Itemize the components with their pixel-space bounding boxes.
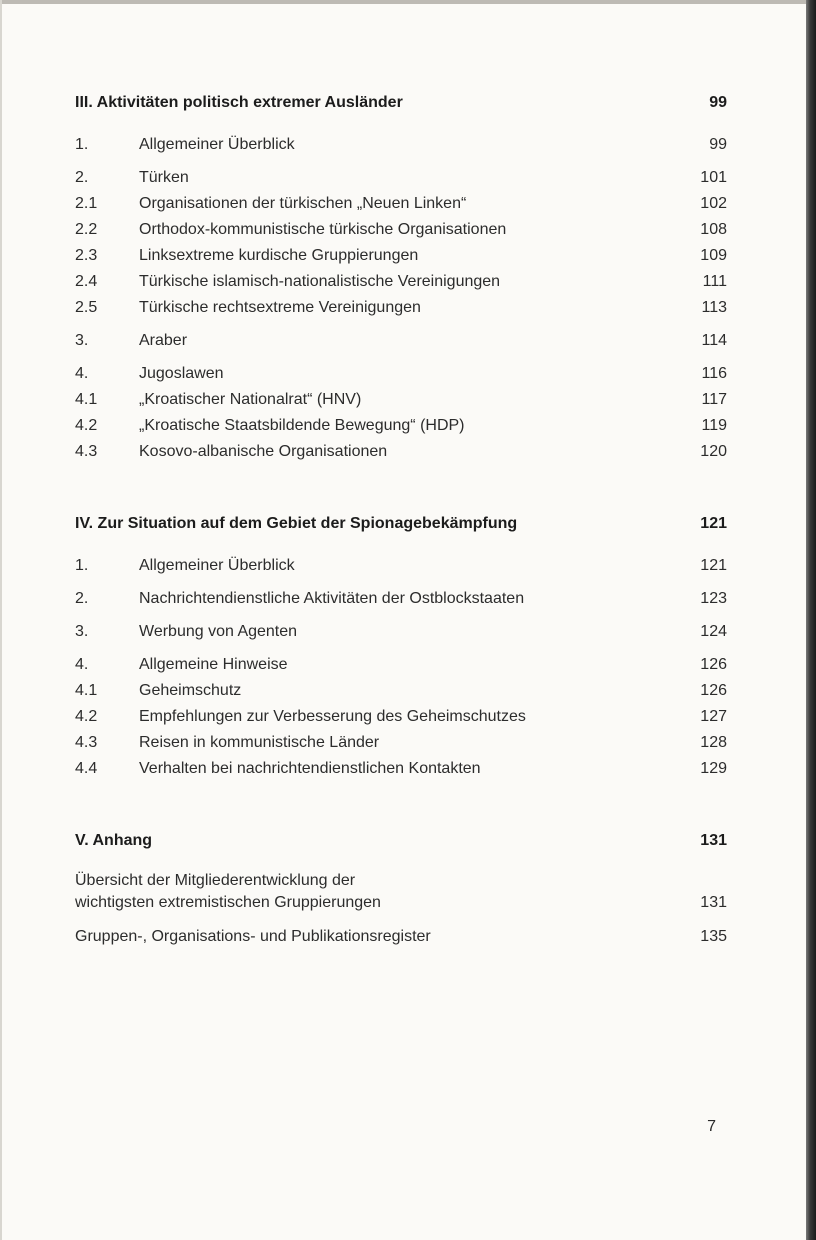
entry-title: „Kroatischer Nationalrat“ (HNV) <box>139 391 362 408</box>
toc-entry <box>75 165 727 191</box>
entry-number: 4.3 <box>75 443 98 460</box>
entry-page: 117 <box>701 391 727 408</box>
page-number: 7 <box>707 1118 716 1135</box>
toc-entry <box>75 870 727 914</box>
entry-title: Linksextreme kurdische Gruppierungen <box>139 247 419 264</box>
toc-section-iii <box>75 90 727 465</box>
entry-title-line: Übersicht der Mitgliederentwicklung der <box>75 872 356 889</box>
entry-number: 2.2 <box>75 221 98 238</box>
entry-number: 4.2 <box>75 417 98 434</box>
toc-entry <box>75 387 727 413</box>
entry-title: Orthodox-kommunistische türkische Organisationen <box>139 221 507 238</box>
entry-number: 4.1 <box>75 682 98 699</box>
toc-entry <box>75 619 727 645</box>
entry-number: 4.4 <box>75 760 98 777</box>
entry-title: Araber <box>139 332 188 349</box>
entry-title: Jugoslawen <box>139 365 224 382</box>
entry-number: 2.3 <box>75 247 98 264</box>
toc-entry <box>75 586 727 612</box>
section-heading-page: 121 <box>700 515 727 532</box>
toc-entry <box>75 269 727 295</box>
entry-page: 109 <box>700 247 727 264</box>
entry-page: 116 <box>701 365 727 382</box>
toc-entry <box>75 704 727 730</box>
entry-page: 102 <box>700 195 727 212</box>
entry-page: 127 <box>700 708 727 725</box>
entry-title: Allgemeiner Überblick <box>139 557 295 574</box>
entry-page: 120 <box>700 443 727 460</box>
toc-entry <box>75 678 727 704</box>
entry-number: 2.4 <box>75 273 98 290</box>
entry-page: 126 <box>700 656 727 673</box>
toc-entry <box>75 361 727 387</box>
entry-title <box>75 926 667 948</box>
entry-number: 1. <box>75 136 89 153</box>
entry-number: 3. <box>75 332 89 349</box>
entry-page: 121 <box>700 557 727 574</box>
toc-entry <box>75 553 727 579</box>
entry-title: „Kroatische Staatsbildende Bewegung“ (HDP) <box>139 417 465 434</box>
section-heading-page: 131 <box>700 832 727 849</box>
toc-entry <box>75 926 727 948</box>
entry-number: 4.1 <box>75 391 98 408</box>
entry-title: Empfehlungen zur Verbesserung des Geheimschutzes <box>139 708 526 725</box>
entry-number: 2.5 <box>75 299 98 316</box>
toc-entry <box>75 132 727 158</box>
toc-entry <box>75 756 727 782</box>
section-heading <box>75 90 727 116</box>
entry-title: Reisen in kommunistische Länder <box>139 734 380 751</box>
entry-page: 128 <box>700 734 727 751</box>
section-heading-page: 99 <box>709 94 727 111</box>
top-rule <box>2 0 808 4</box>
toc-entry <box>75 191 727 217</box>
entry-title-line: Gruppen-, Organisations- und Publikationsregister <box>75 928 431 945</box>
entry-number: 4.2 <box>75 708 98 725</box>
entry-title: Türken <box>139 169 189 186</box>
entry-title: Nachrichtendienstliche Aktivitäten der Ostblockstaaten <box>139 590 525 607</box>
section-heading-title: IV. Zur Situation auf dem Gebiet der Spionagebekämpfung <box>75 515 518 532</box>
entry-title: Türkische islamisch-nationalistische Vereinigungen <box>139 273 501 290</box>
section-heading <box>75 511 727 537</box>
toc-entry <box>75 243 727 269</box>
entry-page: 108 <box>700 221 727 238</box>
toc-entry <box>75 413 727 439</box>
book-spine-shadow <box>806 0 816 1240</box>
toc-entry <box>75 295 727 321</box>
table-of-contents <box>75 90 727 948</box>
section-heading <box>75 828 727 854</box>
entry-title-line: wichtigsten extremistischen Gruppierungen <box>75 894 381 911</box>
entry-page: 101 <box>700 169 727 186</box>
entry-number: 3. <box>75 623 89 640</box>
entry-number: 1. <box>75 557 89 574</box>
entry-number: 2.1 <box>75 195 98 212</box>
entry-number: 4. <box>75 365 89 382</box>
entry-page: 119 <box>701 417 727 434</box>
entry-page: 111 <box>702 273 727 290</box>
entry-title: Türkische rechtsextreme Vereinigungen <box>139 299 421 316</box>
entry-page: 114 <box>701 332 727 349</box>
entry-title <box>75 870 667 914</box>
entry-number: 2. <box>75 169 89 186</box>
entry-page: 135 <box>700 928 727 945</box>
entry-title: Allgemeine Hinweise <box>139 656 288 673</box>
entry-title: Werbung von Agenten <box>139 623 298 640</box>
entry-page: 124 <box>700 623 727 640</box>
entry-title: Kosovo-albanische Organisationen <box>139 443 388 460</box>
entry-page: 113 <box>701 299 727 316</box>
section-heading-title: III. Aktivitäten politisch extremer Ausländer <box>75 94 403 111</box>
toc-section-iv <box>75 511 727 782</box>
entry-page: 129 <box>700 760 727 777</box>
entry-page: 131 <box>700 894 727 911</box>
entry-number: 4. <box>75 656 89 673</box>
entry-title: Allgemeiner Überblick <box>139 136 295 153</box>
entry-title: Verhalten bei nachrichtendienstlichen Kontakten <box>139 760 481 777</box>
toc-entry <box>75 730 727 756</box>
entry-number: 2. <box>75 590 89 607</box>
toc-section-v <box>75 828 727 948</box>
entry-title: Organisationen der türkischen „Neuen Linken“ <box>139 195 467 212</box>
toc-entry <box>75 652 727 678</box>
entry-number: 4.3 <box>75 734 98 751</box>
toc-entry <box>75 439 727 465</box>
entry-page: 99 <box>709 136 727 153</box>
entry-page: 126 <box>700 682 727 699</box>
entry-title: Geheimschutz <box>139 682 242 699</box>
section-heading-title: V. Anhang <box>75 832 153 849</box>
toc-entry <box>75 217 727 243</box>
toc-entry <box>75 328 727 354</box>
entry-page: 123 <box>700 590 727 607</box>
